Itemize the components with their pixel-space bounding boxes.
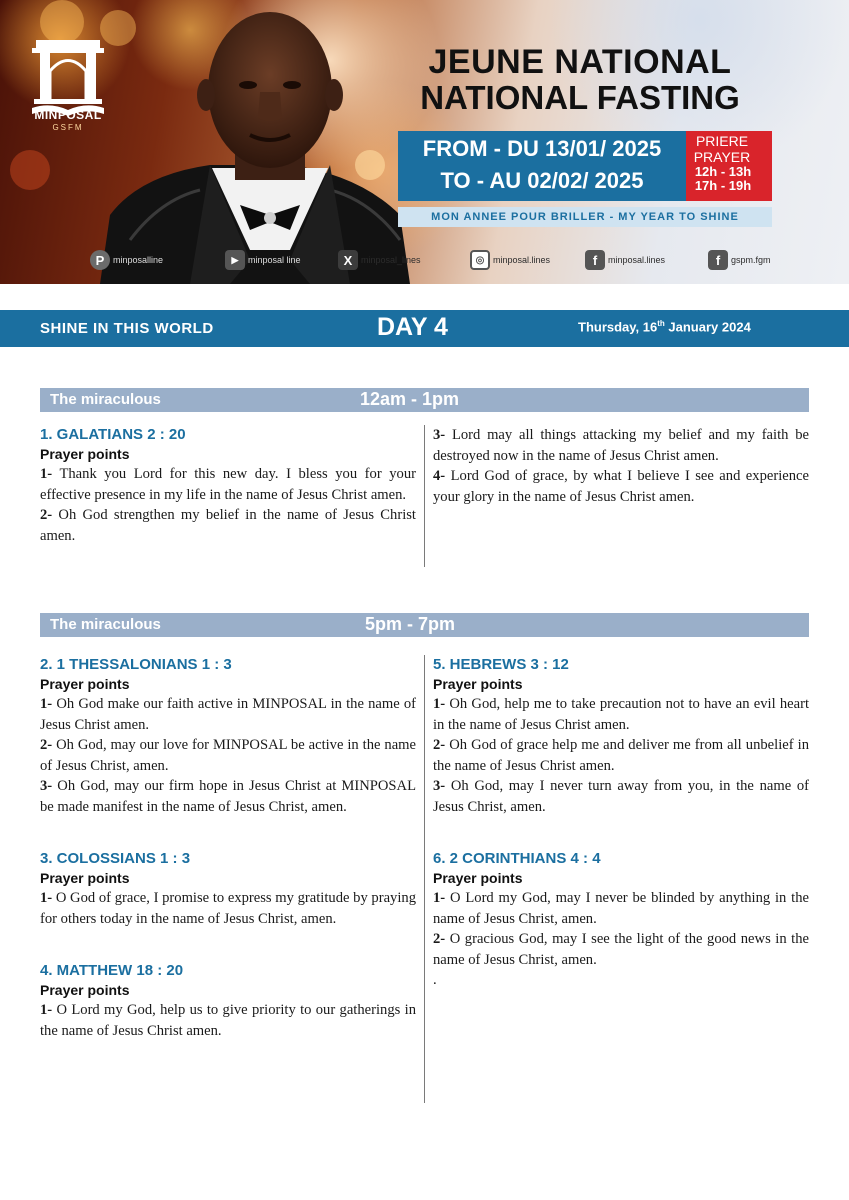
social-handle: minposal.lines: [493, 255, 551, 265]
prayer-point-number: 2-: [40, 507, 53, 523]
prayer-point-text: Oh God of grace help me and deliver me from all unbelief in the name of Jesus Christ amen.: [433, 737, 809, 774]
fasting-title: [380, 45, 780, 115]
pastor-portrait: [100, 0, 430, 284]
prayer-point: [433, 735, 809, 776]
social-link-facebook[interactable]: [585, 250, 665, 270]
session-name: The miraculous: [50, 616, 161, 633]
instagram-icon: ◎: [470, 250, 490, 270]
prayer-point-text: Oh God, may our firm hope in Jesus Christ at MINPOSAL be made manifest in the name of Jesus Christ, amen.: [40, 778, 416, 815]
prayer-point: [433, 425, 809, 466]
session-evening-right-column: [433, 655, 809, 1013]
prayer-point-text: Oh God, may I never turn away from you, in the name of Jesus Christ, amen.: [433, 778, 809, 815]
prayer-point: [40, 505, 416, 546]
date-from: FROM - DU 13/01/ 2025: [422, 136, 662, 161]
prayer-points-label: Prayer points: [433, 676, 523, 692]
prayer-point: [40, 776, 416, 817]
prayer-point-number: 3-: [40, 778, 53, 794]
prayer-point-number: 1-: [40, 890, 53, 906]
scripture-reference: 1. GALATIANS 2 : 20: [40, 426, 186, 443]
scripture-block: [40, 655, 416, 817]
session-noon-left-column: [40, 425, 416, 568]
scripture-block: [433, 655, 809, 817]
trailing-mark: .: [433, 972, 437, 988]
prayer-point: [433, 776, 809, 817]
social-link-x[interactable]: [338, 250, 421, 270]
bokeh-light: [10, 150, 50, 190]
day-header-bar: [0, 310, 849, 347]
session-time: 5pm - 7pm: [365, 614, 456, 634]
social-handle: minposal_lines: [361, 255, 421, 265]
prayer-point-number: 3-: [433, 778, 446, 794]
prayer-point: [433, 888, 809, 929]
prayer-point-text: Thank you Lord for this new day. I bless you for your effective presence in my life in the name of Jesus Christ amen.: [40, 466, 416, 503]
social-handle: minposalline: [113, 255, 164, 265]
x-icon: X: [338, 250, 358, 270]
social-link-youtube[interactable]: [225, 250, 301, 270]
date-rest: January 2024: [664, 319, 751, 335]
header-banner: [0, 0, 849, 284]
prayer-points-label: Prayer points: [433, 870, 523, 886]
prayer-point: [40, 888, 416, 929]
prayer-point-text: Oh God, help me to take precaution not to have an evil heart in the name of Jesus Christ amen.: [433, 696, 809, 733]
prayer-point: [40, 694, 416, 735]
facebook-icon: f: [585, 250, 605, 270]
prayer-point-number: 1-: [433, 696, 446, 712]
session-bar-noon: [40, 388, 809, 412]
scripture-reference: 2. 1 THESSALONIANS 1 : 3: [40, 656, 232, 673]
youtube-icon: ▶: [225, 250, 245, 270]
prayer-point-number: 1-: [40, 696, 53, 712]
prayer-point-number: 4-: [433, 468, 446, 484]
year-tagline: MON ANNEE POUR BRILLER - MY YEAR TO SHINE: [398, 207, 772, 227]
prayer-points-label: Prayer points: [40, 982, 130, 998]
prayer-point-number: 2-: [40, 737, 53, 753]
session-evening-left-column: [40, 655, 416, 1063]
column-divider: [424, 655, 425, 1103]
social-links: [0, 246, 849, 276]
prayer-point: [433, 694, 809, 735]
date-ordinal: th: [657, 319, 665, 328]
social-link-pinterest[interactable]: [90, 250, 163, 270]
scripture-reference: 5. HEBREWS 3 : 12: [433, 656, 569, 673]
prayer-point-text: Oh God, may our love for MINPOSAL be active in the name of Jesus Christ, amen.: [40, 737, 416, 774]
prayer-point-number: 1-: [40, 466, 53, 482]
prayer-point: [433, 929, 809, 970]
day-theme: SHINE IN THIS WORLD: [40, 320, 214, 337]
column-divider: [424, 425, 425, 567]
scripture-reference: 6. 2 CORINTHIANS 4 : 4: [433, 850, 601, 867]
prayer-point-number: 1-: [433, 890, 446, 906]
facebook-icon: f: [708, 250, 728, 270]
prayer-point-text: O God of grace, I promise to express my gratitude by praying for others today in the name of Jesus Christ, amen.: [40, 890, 416, 927]
date-to: TO - AU 02/02/ 2025: [440, 168, 644, 193]
prayer-time-noon: 12h - 13h: [694, 164, 752, 179]
prayer-point-text: O gracious God, may I see the light of the good news in the name of Jesus Christ, amen.: [433, 931, 809, 968]
session-time: 12am - 1pm: [360, 389, 460, 409]
prayer-points-label: Prayer points: [40, 870, 130, 886]
date-range-box: [398, 131, 686, 201]
prayer-label-fr: PRIERE: [695, 133, 749, 149]
prayer-points-label: Prayer points: [40, 676, 130, 692]
scripture-reference: 3. COLOSSIANS 1 : 3: [40, 850, 191, 867]
logo-name: MINPOSAL: [34, 108, 102, 122]
prayer-point: [40, 735, 416, 776]
prayer-point-text: Oh God make our faith active in MINPOSAL in the name of Jesus Christ amen.: [40, 696, 416, 733]
prayer-point-text: Lord God of grace, by what I believe I see and experience your glory in the name of Jesus Christ amen.: [433, 468, 809, 505]
day-number: DAY 4: [377, 313, 448, 341]
date-prefix: Thursday, 16: [578, 319, 658, 335]
prayer-point-number: 3-: [433, 427, 446, 443]
prayer-point: [433, 466, 809, 507]
social-link-instagram[interactable]: [470, 250, 550, 270]
session-bar-evening: [40, 613, 809, 637]
title-english: NATIONAL FASTING: [420, 79, 740, 116]
title-french: JEUNE NATIONAL: [428, 43, 732, 81]
prayer-points-label: Prayer points: [40, 446, 130, 462]
prayer-point-number: 2-: [433, 737, 446, 753]
prayer-point-number: 2-: [433, 931, 446, 947]
prayer-point-text: O Lord my God, help us to give priority to our gatherings in the name of Jesus Christ amen.: [40, 1002, 416, 1039]
prayer-point-text: Oh God strengthen my belief in the name of Jesus Christ amen.: [40, 507, 416, 544]
scripture-reference: 4. MATTHEW 18 : 20: [40, 962, 184, 979]
prayer-point-text: Lord may all things attacking my belief and my faith be destroyed now in the name of Jesus Christ amen.: [433, 427, 809, 464]
prayer-time-evening: 17h - 19h: [694, 178, 752, 193]
scripture-block: [40, 849, 416, 929]
prayer-times-box: [686, 131, 772, 201]
scripture-block: [40, 425, 416, 546]
prayer-point-text: O Lord my God, may I never be blinded by anything in the name of Jesus Christ, amen.: [433, 890, 809, 927]
social-link-facebook-gspm[interactable]: [708, 250, 771, 270]
scripture-block: [433, 849, 809, 991]
day-date: [578, 319, 751, 334]
social-handle: gspm.fgm: [731, 255, 771, 265]
prayer-point: [40, 464, 416, 505]
session-name: The miraculous: [50, 391, 161, 408]
social-handle: minposal.lines: [608, 255, 666, 265]
logo-subtitle: GSFM: [52, 123, 84, 132]
session-noon-right-column: [433, 425, 809, 507]
social-handle: minposal line: [248, 255, 301, 265]
scripture-block: [40, 961, 416, 1041]
pinterest-icon: P: [90, 250, 110, 270]
prayer-label-en: PRAYER: [693, 149, 751, 165]
prayer-point-number: 1-: [40, 1002, 53, 1018]
prayer-point: [40, 1000, 416, 1041]
